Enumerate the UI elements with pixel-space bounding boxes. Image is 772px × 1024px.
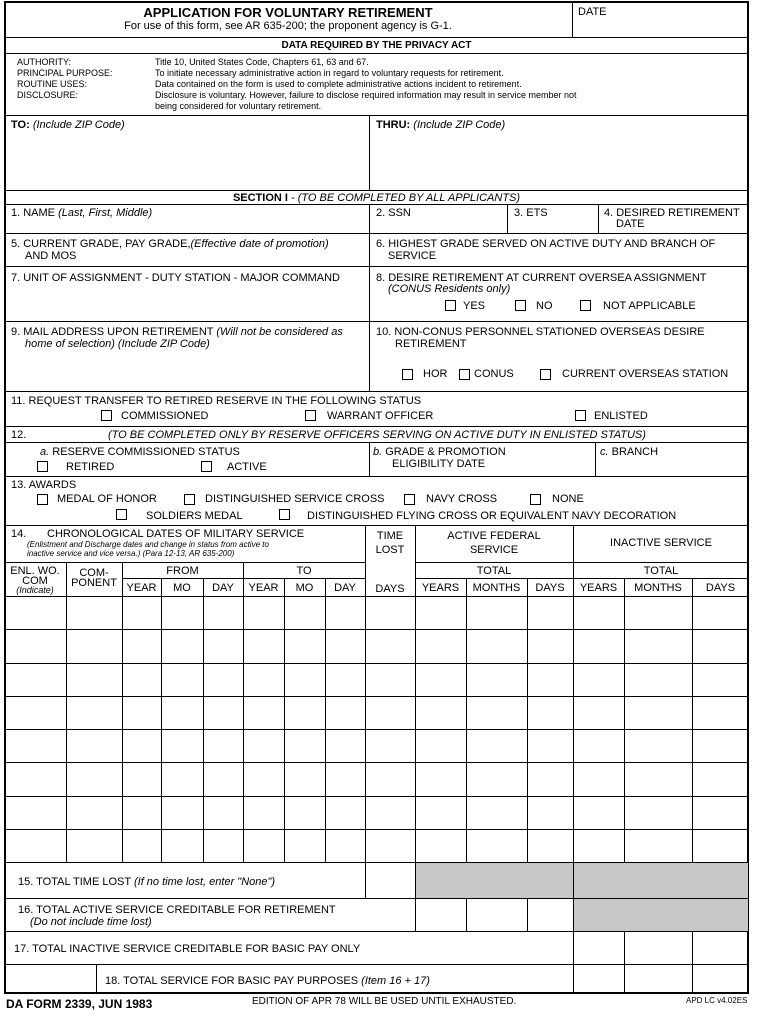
inactive-years-cell[interactable]: [575, 665, 623, 695]
inactive-total-header: TOTAL: [643, 565, 679, 577]
total-time-lost-field[interactable]: [366, 863, 414, 898]
item10-overseas-checkbox[interactable]: [540, 369, 551, 380]
enl-cell[interactable]: [6, 764, 65, 795]
to-mo-cell[interactable]: [286, 831, 324, 861]
to-year-cell[interactable]: [245, 665, 283, 695]
afs-years-cell[interactable]: [417, 665, 465, 695]
item8-no-label: NO: [536, 300, 553, 312]
from-year-cell[interactable]: [124, 798, 160, 828]
to-year-cell[interactable]: [245, 798, 283, 828]
item10-label-cont: RETIREMENT: [395, 338, 467, 350]
item18-label: 18. TOTAL SERVICE FOR BASIC PAY PURPOSES (Item 16 + 17): [105, 975, 430, 987]
item11-enlisted-label: ENLISTED: [594, 410, 648, 422]
inactive-days-cell[interactable]: [694, 598, 748, 628]
from-day-cell[interactable]: [205, 798, 242, 828]
item9-label: 9. MAIL ADDRESS UPON RETIREMENT (Will not be considered as: [11, 326, 343, 338]
enl-header: ENL. WO.: [10, 565, 60, 577]
to-day-cell[interactable]: [327, 598, 364, 628]
inactive-months-cell[interactable]: [626, 831, 691, 861]
component-cell[interactable]: [68, 665, 121, 695]
to-address-field[interactable]: [6, 132, 368, 188]
item12-note: (TO BE COMPLETED ONLY BY RESERVE OFFICERS SERVING ON ACTIVE DUTY IN ENLISTED STATUS): [108, 429, 646, 441]
to-day-cell[interactable]: [327, 798, 364, 828]
item12b-label: b. GRADE & PROMOTION: [373, 446, 506, 458]
award-dsc-checkbox[interactable]: [184, 494, 195, 505]
privacy-text-routine: Data contained on the form is used to complete administrative actions incident to retirement.: [155, 79, 522, 89]
from-day-cell[interactable]: [205, 631, 242, 662]
time-lost-days-cell[interactable]: [367, 698, 414, 728]
row-divider: [4, 796, 749, 797]
afs-months-cell[interactable]: [468, 665, 526, 695]
component-cell[interactable]: [68, 798, 121, 828]
from-mo-cell[interactable]: [163, 598, 202, 628]
award-soldiers-medal-label: SOLDIERS MEDAL: [146, 510, 243, 522]
inactive-days-cell[interactable]: [694, 798, 748, 828]
inactive-years-cell[interactable]: [575, 698, 623, 728]
item11-warrant-checkbox[interactable]: [305, 410, 316, 421]
item12a-label: a. RESERVE COMMISSIONED STATUS: [40, 446, 240, 458]
to-mo-cell[interactable]: [286, 764, 324, 795]
inactive-days-cell[interactable]: [694, 665, 748, 695]
from-mo-cell[interactable]: [163, 831, 202, 861]
item5-label: 5. CURRENT GRADE, PAY GRADE,(Effective date of promotion): [11, 238, 329, 250]
to-day-cell[interactable]: [327, 665, 364, 695]
afs-days-cell[interactable]: [529, 831, 572, 861]
item12a-active-checkbox[interactable]: [201, 461, 212, 472]
inactive-days-cell[interactable]: [694, 698, 748, 728]
to-day-cell[interactable]: [327, 764, 364, 795]
ssn-field[interactable]: [371, 220, 506, 232]
from-day-cell[interactable]: [205, 598, 242, 628]
afs-months-cell[interactable]: [468, 798, 526, 828]
to-header: TO: [296, 565, 312, 577]
item8-yes-label: YES: [463, 300, 486, 312]
item6-label: 6. HIGHEST GRADE SERVED ON ACTIVE DUTY AND BRANCH OF: [376, 238, 716, 250]
afs-months-cell[interactable]: [468, 831, 526, 861]
item17-label: 17. TOTAL INACTIVE SERVICE CREDITABLE FOR BASIC PAY ONLY: [14, 943, 361, 955]
privacy-label-authority: AUTHORITY:: [17, 57, 72, 67]
privacy-text-authority: Title 10, United States Code, Chapters 61, 63 and 67.: [155, 57, 369, 67]
from-year-cell[interactable]: [124, 831, 160, 861]
total-basic-pay-service-field[interactable]: [574, 965, 748, 992]
inactive-years-cell[interactable]: [575, 798, 623, 828]
time-lost-header-cont: LOST: [375, 544, 405, 556]
form-subtitle: For use of this form, see AR 635-200; the proponent agency is G-1.: [124, 20, 452, 32]
row-divider: [4, 663, 749, 664]
time-lost-days-cell[interactable]: [367, 665, 414, 695]
thru-label: THRU: (Include ZIP Code): [376, 119, 506, 131]
privacy-text-disclosure-cont: being considered for voluntary retirement.: [155, 101, 322, 111]
afs-days-cell[interactable]: [529, 631, 572, 662]
afs-months-cell[interactable]: [468, 598, 526, 628]
item16-shaded-area: [574, 899, 748, 931]
promotion-date-field[interactable]: [371, 470, 594, 475]
from-year-cell[interactable]: [124, 698, 160, 728]
to-year-cell[interactable]: [245, 731, 283, 761]
award-none-label: NONE: [552, 493, 584, 505]
enl-cell[interactable]: [6, 698, 65, 728]
from-year-cell[interactable]: [124, 631, 160, 662]
component-cell[interactable]: [68, 764, 121, 795]
item8-note: (CONUS Residents only): [388, 283, 511, 295]
from-year-cell[interactable]: [124, 665, 160, 695]
item14-note: (Enlistment and Discharge dates and change in status from active to: [27, 540, 269, 549]
afs-header: ACTIVE FEDERAL: [447, 530, 541, 542]
item12a-retired-checkbox[interactable]: [37, 461, 48, 472]
enl-header-note: (Indicate): [16, 585, 54, 595]
afs-months-cell[interactable]: [468, 731, 526, 761]
inactive-months-cell[interactable]: [626, 731, 691, 761]
inactive-days-cell[interactable]: [694, 731, 748, 761]
afs-years-cell[interactable]: [417, 731, 465, 761]
to-day-cell[interactable]: [327, 698, 364, 728]
enl-cell[interactable]: [6, 798, 65, 828]
to-mo-cell[interactable]: [286, 698, 324, 728]
item12c-label: c. BRANCH: [600, 446, 659, 458]
to-day-cell[interactable]: [327, 731, 364, 761]
item11-commissioned-checkbox[interactable]: [101, 410, 112, 421]
inactive-months-cell[interactable]: [626, 764, 691, 795]
item3-label: 3. ETS: [514, 207, 548, 219]
to-day-cell[interactable]: [327, 631, 364, 662]
item1-label: 1. NAME (Last, First, Middle): [11, 207, 153, 219]
from-mo-cell[interactable]: [163, 764, 202, 795]
item2-label: 2. SSN: [376, 207, 411, 219]
enl-cell[interactable]: [6, 731, 65, 761]
afs-years-cell[interactable]: [417, 631, 465, 662]
inactive-months-cell[interactable]: [626, 598, 691, 628]
from-day-cell[interactable]: [205, 731, 242, 761]
afs-years-cell[interactable]: [417, 598, 465, 628]
from-mo-cell[interactable]: [163, 698, 202, 728]
from-mo-cell[interactable]: [163, 631, 202, 662]
to-mo-cell[interactable]: [286, 798, 324, 828]
item15-shaded-area: [416, 863, 748, 898]
inactive-days-cell[interactable]: [694, 831, 748, 861]
unit-field[interactable]: [6, 286, 368, 319]
enl-cell[interactable]: [6, 598, 65, 628]
from-day-cell[interactable]: [205, 831, 242, 861]
afs-years-cell[interactable]: [417, 798, 465, 828]
item14-number: 14.: [11, 528, 27, 540]
afs-months-cell[interactable]: [468, 764, 526, 795]
inactive-months-cell[interactable]: [626, 698, 691, 728]
inactive-years-cell[interactable]: [575, 598, 623, 628]
award-moh-label: MEDAL OF HONOR: [57, 493, 157, 505]
afs-days-cell[interactable]: [529, 698, 572, 728]
section1-heading: SECTION I - (TO BE COMPLETED BY ALL APPLICANTS): [232, 192, 521, 204]
item10-conus-checkbox[interactable]: [459, 369, 470, 380]
item10-hor-label: HOR: [423, 368, 448, 380]
from-mo-cell[interactable]: [163, 798, 202, 828]
time-lost-days-cell[interactable]: [367, 731, 414, 761]
thru-address-field[interactable]: [371, 132, 747, 188]
award-navy-cross-checkbox[interactable]: [404, 494, 415, 505]
privacy-label-routine: ROUTINE USES:: [17, 79, 88, 89]
item10-conus-label: CONUS: [474, 368, 514, 380]
inactive-days-cell[interactable]: [694, 631, 748, 662]
to-mo-header: MO: [295, 582, 314, 594]
component-header: COM-: [79, 567, 109, 579]
from-year-header: YEAR: [126, 582, 157, 594]
afs-total-header: TOTAL: [476, 565, 512, 577]
item11-enlisted-checkbox[interactable]: [575, 410, 586, 421]
award-dsc-label: DISTINGUISHED SERVICE CROSS: [205, 493, 385, 505]
from-day-cell[interactable]: [205, 764, 242, 795]
privacy-label-purpose: PRINCIPAL PURPOSE:: [17, 68, 113, 78]
row-divider: [4, 829, 749, 830]
row-divider: [4, 629, 749, 630]
afs-days-cell[interactable]: [529, 798, 572, 828]
award-dfc-label: DISTINGUISHED FLYING CROSS OR EQUIVALENT NAVY DECORATION: [307, 510, 677, 522]
time-lost-days-cell[interactable]: [367, 598, 414, 628]
award-dfc-checkbox[interactable]: [279, 509, 290, 520]
edition-note: EDITION OF APR 78 WILL BE USED UNTIL EXHAUSTED.: [252, 996, 517, 1007]
item12-number: 12.: [11, 429, 27, 441]
item13-label: 13. AWARDS: [11, 479, 77, 491]
from-mo-cell[interactable]: [163, 665, 202, 695]
enl-cell[interactable]: [6, 631, 65, 662]
from-year-cell[interactable]: [124, 764, 160, 795]
grade-field[interactable]: [100, 249, 368, 263]
inactive-days-header: DAYS: [705, 582, 736, 594]
afs-days-cell[interactable]: [529, 764, 572, 795]
inactive-months-header: MONTHS: [634, 582, 682, 594]
item12b-label-cont: ELIGIBILITY DATE: [392, 458, 486, 470]
afs-days-cell[interactable]: [529, 665, 572, 695]
inactive-months-cell[interactable]: [626, 798, 691, 828]
afs-days-cell[interactable]: [529, 731, 572, 761]
component-cell[interactable]: [68, 631, 121, 662]
name-field[interactable]: [6, 220, 368, 232]
item9-note: home of selection) (Include ZIP Code): [25, 338, 210, 350]
item12a-active-label: ACTIVE: [227, 461, 267, 473]
afs-months-cell[interactable]: [468, 631, 526, 662]
to-mo-cell[interactable]: [286, 731, 324, 761]
from-year-cell[interactable]: [124, 731, 160, 761]
item10-hor-checkbox[interactable]: [402, 369, 413, 380]
date-field[interactable]: [574, 18, 746, 35]
afs-months-header: MONTHS: [472, 582, 521, 594]
time-lost-days-header: DAYS: [375, 583, 405, 595]
item4-label: 4. DESIRED RETIREMENT: [604, 207, 740, 219]
item11-warrant-label: WARRANT OFFICER: [327, 410, 434, 422]
time-lost-days-cell[interactable]: [367, 798, 414, 828]
version-note: APD LC v4.02ES: [686, 996, 748, 1005]
to-day-header: DAY: [334, 582, 356, 594]
item6-label-cont: SERVICE: [388, 250, 437, 262]
item11-commissioned-label: COMMISSIONED: [121, 410, 209, 422]
item5-label-cont: AND MOS: [25, 250, 77, 262]
ets-field[interactable]: [509, 220, 597, 232]
item8-yes-checkbox[interactable]: [445, 300, 456, 311]
item8-label: 8. DESIRE RETIREMENT AT CURRENT OVERSEA ASSIGNMENT: [376, 272, 707, 284]
afs-years-header: YEARS: [421, 582, 460, 594]
time-lost-days-cell[interactable]: [367, 831, 414, 861]
enl-header-cont: COM: [22, 575, 48, 587]
to-label: TO: (Include ZIP Code): [11, 119, 125, 131]
item4-label-cont: DATE: [616, 218, 645, 230]
item15-label: 15. TOTAL TIME LOST (If no time lost, enter "None"): [18, 876, 276, 888]
afs-days-cell[interactable]: [529, 598, 572, 628]
from-mo-header: MO: [173, 582, 191, 594]
row-divider: [4, 696, 749, 697]
total-inactive-service-field[interactable]: [574, 932, 748, 964]
item16-label: 16. TOTAL ACTIVE SERVICE CREDITABLE FOR RETIREMENT: [18, 904, 336, 916]
item14-note-cont: inactive service and vice versa.) (Para 12-13, AR 635-200): [27, 549, 235, 558]
award-soldiers-medal-checkbox[interactable]: [116, 509, 127, 520]
from-day-cell[interactable]: [205, 665, 242, 695]
time-lost-days-cell[interactable]: [367, 631, 414, 662]
highest-grade-field[interactable]: [440, 249, 746, 263]
to-year-cell[interactable]: [245, 698, 283, 728]
afs-months-cell[interactable]: [468, 698, 526, 728]
afs-years-cell[interactable]: [417, 831, 465, 861]
inactive-years-cell[interactable]: [575, 631, 623, 662]
item12a-retired-label: RETIRED: [66, 461, 115, 473]
from-year-cell[interactable]: [124, 598, 160, 628]
to-day-cell[interactable]: [327, 831, 364, 861]
branch-field[interactable]: [597, 459, 746, 475]
component-cell[interactable]: [68, 598, 121, 628]
to-year-cell[interactable]: [245, 831, 283, 861]
inactive-days-cell[interactable]: [694, 764, 748, 795]
award-navy-cross-label: NAVY CROSS: [426, 493, 498, 505]
mail-address-field[interactable]: [6, 352, 368, 390]
form-number: DA FORM 2339, JUN 1983: [6, 997, 153, 1011]
inactive-years-cell[interactable]: [575, 831, 623, 861]
row-divider: [4, 762, 749, 763]
item14-title: CHRONOLOGICAL DATES OF MILITARY SERVICE: [47, 528, 305, 540]
item8-na-label: NOT APPLICABLE: [603, 300, 696, 312]
afs-years-cell[interactable]: [417, 698, 465, 728]
form-title: APPLICATION FOR VOLUNTARY RETIREMENT: [143, 5, 433, 20]
row-divider: [4, 729, 749, 730]
component-cell[interactable]: [68, 731, 121, 761]
time-lost-header: TIME: [376, 530, 404, 542]
total-active-service-field[interactable]: [416, 899, 572, 931]
inactive-years-cell[interactable]: [575, 731, 623, 761]
date-label: DATE: [578, 6, 607, 18]
to-mo-cell[interactable]: [286, 631, 324, 662]
privacy-text-purpose: To initiate necessary administrative action in regard to voluntary requests for retirement.: [155, 68, 504, 78]
to-mo-cell[interactable]: [286, 598, 324, 628]
award-moh-checkbox[interactable]: [37, 494, 48, 505]
component-cell[interactable]: [68, 698, 121, 728]
from-day-cell[interactable]: [205, 698, 242, 728]
afs-days-header: DAYS: [535, 582, 565, 594]
from-day-header: DAY: [212, 582, 234, 594]
enl-cell[interactable]: [6, 831, 65, 861]
award-none-checkbox[interactable]: [530, 494, 541, 505]
inactive-months-cell[interactable]: [626, 631, 691, 662]
time-lost-days-cell[interactable]: [367, 764, 414, 795]
to-year-cell[interactable]: [245, 764, 283, 795]
to-mo-cell[interactable]: [286, 665, 324, 695]
item10-overseas-label: CURRENT OVERSEAS STATION: [562, 368, 729, 380]
component-header-cont: PONENT: [71, 577, 117, 589]
item8-na-checkbox[interactable]: [580, 300, 591, 311]
enl-cell[interactable]: [6, 665, 65, 695]
from-mo-cell[interactable]: [163, 731, 202, 761]
privacy-text-disclosure: Disclosure is voluntary. However, failure to disclose required information may result in service member not: [155, 90, 577, 100]
item8-no-checkbox[interactable]: [515, 300, 526, 311]
privacy-label-disclosure: DISCLOSURE:: [17, 90, 79, 100]
to-year-cell[interactable]: [245, 631, 283, 662]
item7-label: 7. UNIT OF ASSIGNMENT - DUTY STATION - MAJOR COMMAND: [11, 272, 341, 284]
inactive-years-cell[interactable]: [575, 764, 623, 795]
item16-note: (Do not include time lost): [30, 916, 152, 928]
to-year-cell[interactable]: [245, 598, 283, 628]
inactive-months-cell[interactable]: [626, 665, 691, 695]
inactive-header: INACTIVE SERVICE: [610, 537, 712, 549]
afs-header-cont: SERVICE: [469, 544, 519, 556]
inactive-years-header: YEARS: [579, 582, 618, 594]
item10-label: 10. NON-CONUS PERSONNEL STATIONED OVERSEAS DESIRE: [376, 326, 705, 338]
privacy-heading: DATA REQUIRED BY THE PRIVACY ACT: [281, 40, 472, 51]
item11-label: 11. REQUEST TRANSFER TO RETIRED RESERVE IN THE FOLLOWING STATUS: [11, 395, 422, 407]
to-year-header: YEAR: [248, 582, 279, 594]
from-header: FROM: [166, 565, 199, 577]
component-cell[interactable]: [68, 831, 121, 861]
afs-years-cell[interactable]: [417, 764, 465, 795]
